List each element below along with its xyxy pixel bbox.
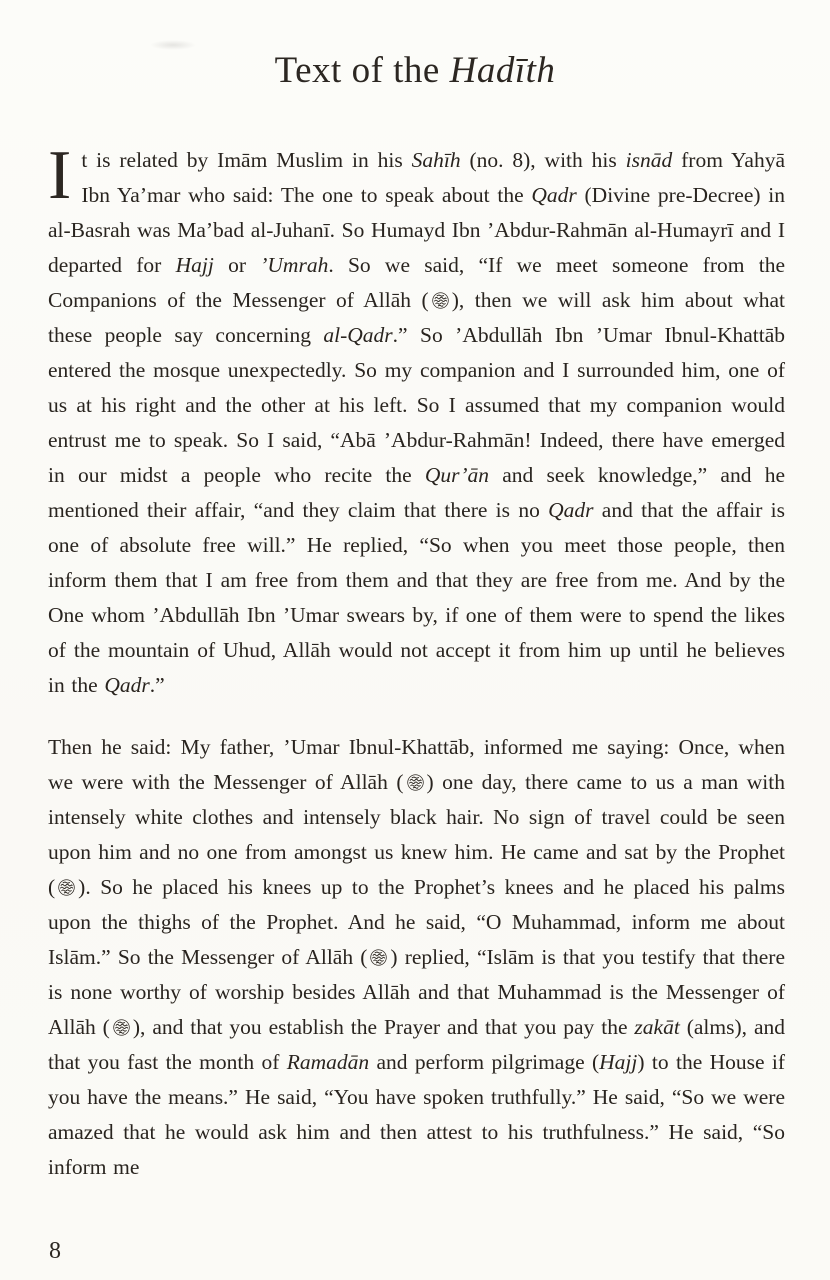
transliterated-term: Hadīth bbox=[449, 50, 556, 91]
hadith-paragraph-1 bbox=[48, 137, 786, 703]
hadith-paragraph-2 bbox=[48, 730, 785, 1185]
text-segment: and seek knowledge,” and he mentioned their affair, “and they claim that there is no bbox=[48, 463, 785, 522]
page-body bbox=[0, 92, 830, 1185]
sallallahu-alayhi-wa-sallam-icon bbox=[405, 772, 426, 793]
transliterated-term: isnād bbox=[625, 148, 673, 172]
text-segment: . So we said, “If we meet someone from the Companions of the Messenger of Allāh ( bbox=[48, 253, 785, 312]
text-segment: ), then we will ask him about what these people say concerning bbox=[48, 288, 786, 347]
text-segment: .” So ’Abdullāh Ibn ’Umar Ibnul-Khattāb entered the mosque unexpectedly. So my companion and I surrounded him, one of us at his right and the other at his left. So I assumed that my companion would entrust me to speak. So I said, “Abā ’Abdur-Rahmān! Indeed, there have emerged in our midst a people who recite the bbox=[48, 323, 785, 487]
transliterated-term: Qadr bbox=[531, 183, 577, 207]
page-title bbox=[0, 0, 830, 92]
text-segment: ) to the House if you have the means.” He said, “You have spoken truthfully.” He said, “So we were amazed that he would ask him and then attest to his truthfulness.” He said, “So inform me bbox=[48, 1050, 785, 1179]
transliterated-term: Qur’ān bbox=[424, 463, 489, 487]
sallallahu-alayhi-wa-sallam-icon bbox=[368, 947, 389, 968]
transliterated-term: al-Qadr bbox=[323, 323, 393, 347]
paragraph-2-text bbox=[48, 735, 785, 1179]
transliterated-term: Hajj bbox=[599, 1050, 638, 1074]
text-segment: Then he said: My father, ’Umar Ibnul-Khattāb, informed me saying: Once, when we were with the Messenger of Allāh ( bbox=[48, 735, 785, 794]
transliterated-term: Sahīh bbox=[411, 148, 461, 172]
text-segment: or bbox=[213, 253, 261, 277]
transliterated-term: Qadr bbox=[548, 498, 594, 522]
text-segment: t is related by Imām Muslim in his bbox=[81, 148, 412, 172]
text-segment: ), and that you establish the Prayer and that you pay the bbox=[132, 1015, 635, 1039]
text-segment: ). So he placed his knees up to the Prophet’s knees and he placed his palms upon the thighs of the Prophet. And he said, “O Muhammad, inform me about Islām.” So the Messenger of Allāh ( bbox=[48, 875, 785, 969]
sallallahu-alayhi-wa-sallam-icon bbox=[111, 1017, 132, 1038]
text-segment: from Yahyā Ibn Ya’mar who said: The one to speak about the bbox=[81, 148, 785, 207]
sallallahu-alayhi-wa-sallam-icon bbox=[56, 877, 77, 898]
text-segment: and that the affair is one of absolute free will.” He replied, “So when you meet those people, then inform them that I am free from them and that they are free from me. And by the One whom ’Abdullāh Ibn ’Umar swears by, if one of them were to spend the likes of the mountain of Uhud, Allāh would not accept it from him up until he believes in the bbox=[48, 498, 785, 697]
text-segment: Text of the bbox=[274, 50, 450, 91]
text-segment: (alms), and that you fast the month of bbox=[48, 1015, 785, 1074]
transliterated-term: zakāt bbox=[634, 1015, 680, 1039]
page-title-text bbox=[275, 50, 556, 91]
text-segment: (no. 8), with his bbox=[460, 148, 626, 172]
text-segment: (Divine pre-Decree) in al-Basrah was Ma’bad al-Juhanī. So Humayd Ibn ’Abdur-Rahmān al-Humayrī and I departed for bbox=[48, 183, 785, 277]
transliterated-term: Hajj bbox=[175, 253, 214, 277]
transliterated-term: ’Umrah bbox=[260, 253, 329, 277]
text-segment: and perform pilgrimage ( bbox=[369, 1050, 600, 1074]
transliterated-term: Ramadān bbox=[286, 1050, 370, 1074]
drop-cap: I bbox=[48, 137, 72, 214]
page-number: 8 bbox=[49, 1238, 61, 1264]
text-segment: ) one day, there came to us a man with intensely white clothes and intensely black hair. No sign of travel could be seen upon him and no one from amongst us knew him. He came and sat by the Prophet ( bbox=[48, 770, 785, 899]
transliterated-term: Qadr bbox=[104, 673, 150, 697]
text-segment: ) replied, “Islām is that you testify that there is none worthy of worship besides Allāh and that Muhammad is the Messenger of Allāh ( bbox=[48, 945, 785, 1039]
paragraph-1-text bbox=[48, 137, 786, 697]
sallallahu-alayhi-wa-sallam-icon bbox=[430, 290, 451, 311]
text-segment: .” bbox=[149, 673, 165, 697]
